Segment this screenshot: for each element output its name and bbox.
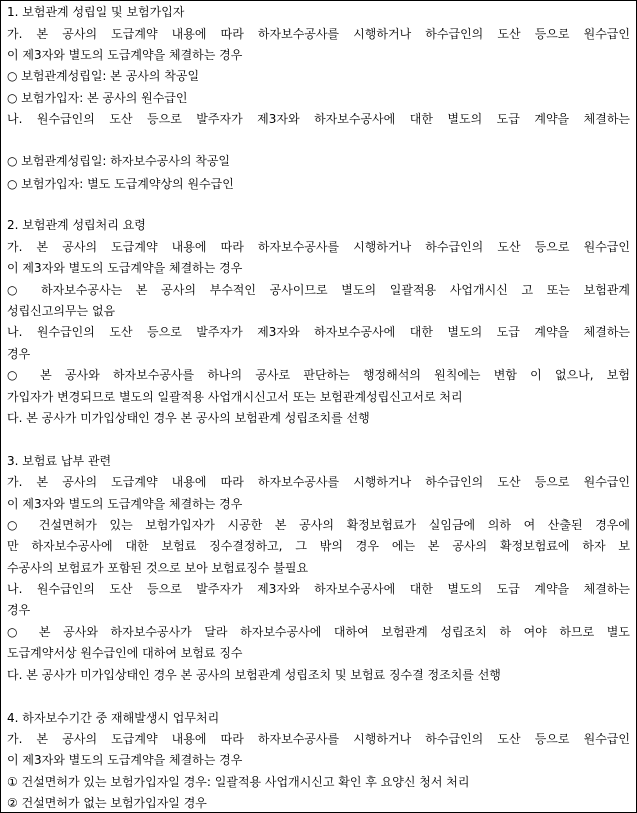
text-line: 이 제3자와 별도의 도급계약을 체결하는 경우 bbox=[7, 261, 243, 275]
text-line: 다. 본 공사가 미가입상태인 경우 본 공사의 보험관계 성립조치 및 보험료 징수결 정조치를 선행 bbox=[7, 668, 501, 682]
text-line: 다. 본 공사가 미가입상태인 경우 본 공사의 보험관계 성립조치를 선행 bbox=[7, 411, 370, 425]
text-line: 가. 본 공사의 도급계약 내용에 따라 하자보수공사를 시행하거나 하수급인의 도산 등으로 원수급인 bbox=[7, 475, 630, 489]
text-line: ○ 보험관계성립일: 본 공사의 착공일 bbox=[7, 69, 200, 83]
text-line: 경우 bbox=[7, 347, 31, 361]
text-line: ② 건설면허가 없는 보험가입자일 경우 bbox=[7, 796, 207, 810]
text-line: 가. 본 공사의 도급계약 내용에 따라 하자보수공사를 시행하거나 하수급인의 도산 등으로 원수급인 bbox=[7, 732, 630, 746]
text-line: 만 하자보수공사에 대한 보험료 징수결정하고, 그 밖의 경우 에는 본 공사의 확정보험료에 하자 보 bbox=[7, 539, 630, 553]
text-line: 4. 하자보수기간 중 재해발생시 업무처리 bbox=[7, 711, 220, 725]
text-line: ○ 보험가입자: 본 공사의 원수급인 bbox=[7, 91, 188, 105]
text-line: 이 제3자와 별도의 도급계약을 체결하는 경우 bbox=[7, 497, 243, 511]
text-line: 2. 보험관계 성립처리 요령 bbox=[7, 218, 146, 232]
text-line: ○ 건설면허가 있는 보험가입자가 시공한 본 공사의 확정보험료가 실임금에 의하 여 산출된 경우에 bbox=[7, 518, 630, 532]
text-line: 경우 bbox=[7, 603, 31, 617]
text-line: ○ 본 공사와 하자보수공사가 달라 하자보수공사에 대하여 보험관계 성립조치 하 여야 하므로 별도 bbox=[7, 625, 630, 639]
text-line: 가입자가 변경되므로 별도의 일괄적용 사업개시신고서 또는 보험관계성립신고서로 처리 bbox=[7, 390, 463, 404]
text-line: 성립신고의무는 없음 bbox=[7, 304, 116, 318]
text-line: 도급계약서상 원수급인에 대하여 보험료 징수 bbox=[7, 646, 243, 660]
text-line: 이 제3자와 별도의 도급계약을 체결하는 경우 bbox=[7, 48, 243, 62]
text-line: ○ 본 공사와 하자보수공사를 하나의 공사로 판단하는 행정해석의 원칙에는 변함 이 없으나, 보험 bbox=[7, 368, 630, 382]
text-line: ○ 하자보수공사는 본 공사의 부수적인 공사이므로 별도의 일괄적용 사업개시신 고 또는 보험관계 bbox=[7, 283, 630, 297]
text-line: ○ 보험관계성립일: 하자보수공사의 착공일 bbox=[7, 154, 231, 168]
text-line: 1. 보험관계 성립일 및 보험가입자 bbox=[7, 5, 185, 19]
text-line: 가. 본 공사의 도급계약 내용에 따라 하자보수공사를 시행하거나 하수급인의 도산 등으로 원수급인 bbox=[7, 240, 630, 254]
text-line: 나. 원수급인의 도산 등으로 발주자가 제3자와 하자보수공사에 대한 별도의 도급 계약을 체결하는 bbox=[7, 112, 630, 126]
text-line: 나. 원수급인의 도산 등으로 발주자가 제3자와 하자보수공사에 대한 별도의 도급 계약을 체결하는 bbox=[7, 325, 630, 339]
text-line: 나. 원수급인의 도산 등으로 발주자가 제3자와 하자보수공사에 대한 별도의 도급 계약을 체결하는 bbox=[7, 582, 630, 596]
text-line: ○ 보험가입자: 별도 도급계약상의 원수급인 bbox=[7, 177, 234, 191]
text-line: 수공사의 보험료가 포함된 것으로 보아 보험료징수 불필요 bbox=[7, 561, 309, 575]
text-line: 가. 본 공사의 도급계약 내용에 따라 하자보수공사를 시행하거나 하수급인의 도산 등으로 원수급인 bbox=[7, 27, 630, 41]
text-line: ① 건설면허가 있는 보험가입자일 경우: 일괄적용 사업개시신고 확인 후 요양신 청서 처리 bbox=[7, 775, 470, 789]
text-line: 이 제3자와 별도의 도급계약을 체결하는 경우 bbox=[7, 753, 243, 767]
text-line: 3. 보험료 납부 관련 bbox=[7, 454, 112, 468]
